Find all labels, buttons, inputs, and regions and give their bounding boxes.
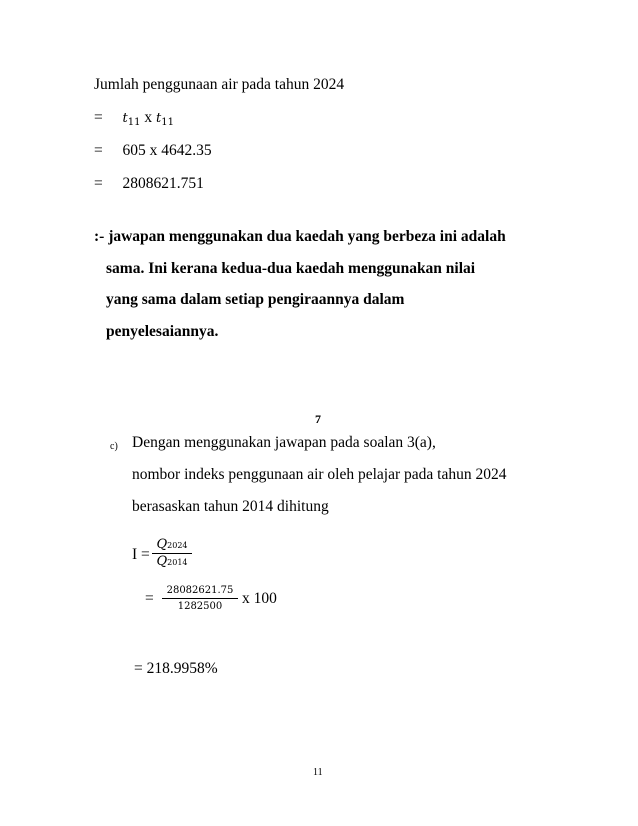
t-subscript-2: 11	[161, 117, 174, 128]
final-result: = 218.9958%	[134, 660, 218, 677]
q-symbol-2: Q	[156, 554, 168, 569]
equals-sign: =	[94, 175, 103, 192]
line-formula-t	[94, 109, 174, 132]
conclusion-line-3: yang sama dalam setiap pengiraannya dalam	[106, 291, 405, 308]
fraction-denominator: 1282500	[177, 601, 223, 612]
conclusion-line-4: penyelesaiannya.	[106, 323, 219, 340]
section-number: 7	[315, 412, 321, 426]
page-number: 11	[313, 767, 323, 778]
item-line-1: Dengan menggunakan jawapan pada soalan 3(a),	[132, 434, 436, 451]
multiplication-value: 605 x 4642.35	[122, 142, 212, 159]
equals-sign: =	[94, 142, 103, 159]
line-result	[94, 175, 204, 193]
fraction-values	[162, 584, 238, 613]
times-100: x 100	[242, 590, 277, 607]
line-multiplication	[94, 142, 212, 160]
q-den-subscript: 2014	[167, 558, 188, 567]
fraction-q	[152, 538, 192, 569]
fraction-numerator: 28082621.75	[166, 585, 234, 596]
equals-sign: =	[94, 109, 103, 126]
formula-lhs: I =	[132, 546, 150, 563]
times-sign: x	[144, 109, 153, 126]
result-value: 2808621.751	[122, 175, 204, 192]
t-subscript: 11	[127, 117, 141, 128]
conclusion-line-1: :- jawapan menggunakan dua kaedah yang berbeza ini adalah	[94, 228, 506, 245]
t-symbol-2: t	[155, 111, 162, 126]
equals-sign-2: =	[145, 590, 154, 607]
q-num-subscript: 2024	[167, 541, 188, 550]
item-label: c)	[110, 441, 118, 452]
line-total-heading: Jumlah penggunaan air pada tahun 2024	[94, 76, 345, 93]
q-symbol: Q	[156, 537, 168, 552]
item-line-3: berasaskan tahun 2014 dihitung	[132, 498, 329, 515]
conclusion-line-2: sama. Ini kerana kedua-dua kaedah menggunakan nilai	[106, 260, 476, 277]
t-symbol: t	[122, 111, 128, 126]
item-line-2: nombor indeks penggunaan air oleh pelajar pada tahun 2024	[132, 466, 507, 483]
